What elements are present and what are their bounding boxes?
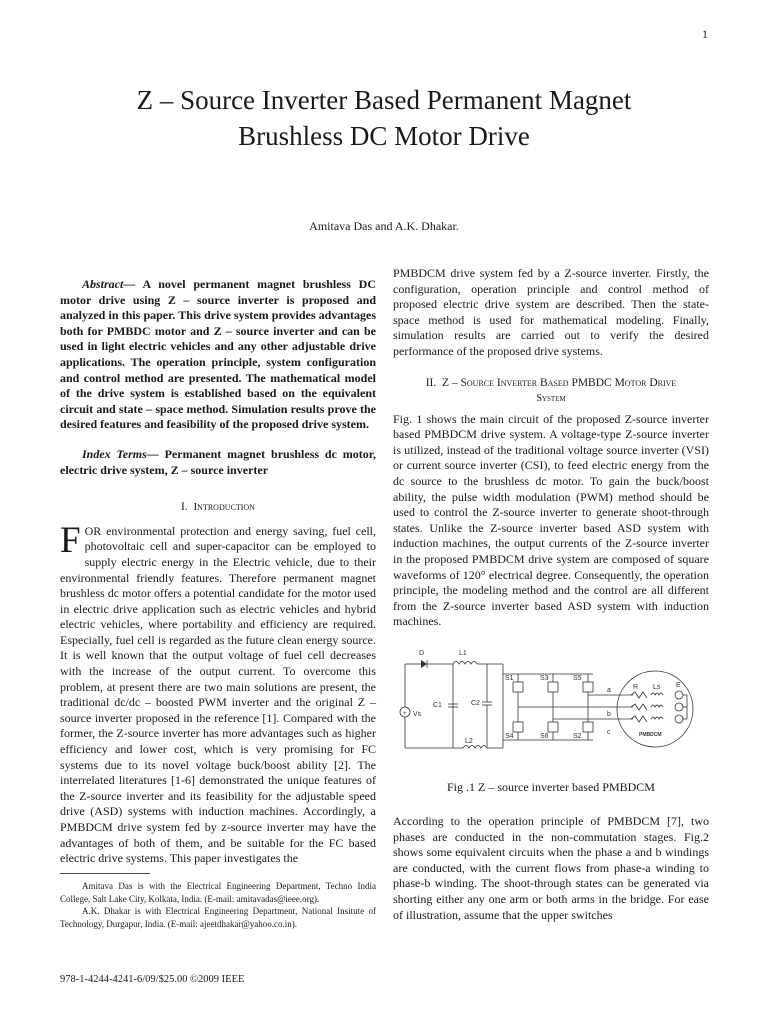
label-phase-b: b [607, 710, 611, 718]
footnote-1: Amitava Das is with the Electrical Engineering Department, Techno India College, Salt Lake City, Kolkata, India. (E-mail: amitavadas@ieee.org). [60, 881, 376, 904]
index-terms-label: Index Terms— [82, 446, 159, 461]
figure-1 [393, 644, 709, 796]
label-ls: Ls [653, 683, 661, 691]
authors: Amitava Das and A.K. Dhakar. [309, 219, 459, 233]
footnote-rule [60, 873, 150, 874]
left-column [60, 277, 376, 867]
svg-text:+: + [403, 710, 407, 717]
page-number: 1 [702, 27, 708, 41]
label-s6: S6 [540, 732, 549, 740]
section-2-body: Fig. 1 shows the main circuit of the proposed Z-source inverter based PMBDCM drive system. A voltage-type Z-source inverter is utilized, instead of the traditional voltage source inverter (VSI) or current source inverter (CSI), to feed electric energy from the dc source to the brushless dc motor. To gain the buck/boost ability, the pulse width modulation (PWM) method should be used to control the Z-source inverter to generate shoot-through states. Unlike the Z-source inverter based ASD system with induction machines, the output currents of the Z-source inverter in the proposed PMBDCM drive system are composed of square waveforms of 120° electrical degree. Consequently, the operation principle, the modeling method and the control are all different from the Z-source inverter based ASD system with induction machines. [393, 411, 709, 629]
label-vs: Vs [413, 710, 422, 718]
label-c2: C2 [471, 699, 480, 707]
abstract [60, 277, 376, 433]
footnotes [60, 880, 376, 930]
label-s4: S4 [505, 732, 514, 740]
abstract-text: A novel permanent magnet brushless DC motor drive using Z – source inverter is proposed and analyzed in this paper. This drive system provides advantages both for PMBDC motor and Z – source inverter and can be used in light electric vehicles and any other adjustable drive applications. The operation principle, system configuration and control method are presented. The mathematical model of the drive system is established based on the equivalent circuit and state – space method. Simulation results prove the desired features and feasibility of the proposed drive system. [60, 277, 376, 432]
label-s1: S1 [505, 674, 514, 682]
abstract-label: Abstract— [82, 277, 136, 291]
label-l2: L2 [465, 737, 473, 745]
footnote-2: A.K. Dhakar is with Electrical Engineering Department, National Insitute of Technology, Durgapur, India. (E-mail: ajeetdhakar@yahoo.co.in). [60, 906, 376, 929]
circuit-diagram [393, 644, 709, 768]
label-s2: S2 [573, 732, 582, 740]
section-1-body [60, 519, 376, 867]
section-1-opening: OR environmental protection and energy saving, fuel cell, photovoltaic cell and super-capacitor can be employed to supply electric energy in the Electric vehicle, due to their [84, 523, 376, 569]
paper-title [60, 82, 708, 154]
label-phase-a: a [607, 686, 611, 694]
label-c1: C1 [433, 701, 442, 709]
right-column [393, 266, 709, 923]
section-2-heading: II. Z – Source Inverter Based PMBDC Motor Drive System [425, 376, 677, 404]
right-intro: PMBDCM drive system fed by a Z-source inverter. Firstly, the configuration, operation principle and control method of proposed electric drive system are described. Then the state-space method is used for mathematical modeling. Finally, simulation results are carried out to verify the desired performance of the proposed drive systems. [393, 266, 709, 358]
section-1-heading: I. Introduction [181, 501, 255, 514]
label-d: D [419, 649, 425, 657]
copyright-footer: 978-1-4244-4241-6/09/$25.00 ©2009 IEEE [60, 974, 245, 985]
label-s5: S5 [573, 674, 582, 682]
label-s3: S3 [540, 674, 549, 682]
title-line-2: Brushless DC Motor Drive [238, 121, 530, 151]
label-motor: PMBDCM [639, 731, 662, 738]
index-terms-text: Permanent magnet brushless dc motor, electric drive system, Z – source inverter [60, 446, 377, 477]
title-line-1: Z – Source Inverter Based Permanent Magnet [136, 85, 632, 115]
section-1-text: environmental friendly features. Therefore permanent magnet brushless dc motor offers a potential candidate for the motor used in electric drive application such as electric vehicles and hybrid electric vehicles, where portability and efficiency are required. Especially, fuel cell is regarded as the future clean energy source. It is well known that the output voltage of fuel cell decreases with the increase of the output current. To overcome this problem, at present there are two main solutions are present, the traditional dc/dc – boosted PWM inverter and the original Z – source inverter proposed in the reference [1]. Compared with the former, the Z-source inverter has more advantages such as higher efficiency and lower cost, which is very promising for FC systems due to its novel voltage buck/boost ability [2]. The interrelated literatures [1-6] demonstrated the unique features of the Z-source inverter and its feasibility for the adjustable speed drive (ASD) systems with induction machines. Accordingly, a PMBDCM drive system fed by z-source inverter may have the advantages of both of them, and be suitable for the FC based electric drive systems. This paper investigates the [60, 570, 376, 866]
label-e: E [676, 681, 681, 689]
drop-cap: F [60, 519, 81, 561]
label-l1: L1 [459, 649, 467, 657]
index-terms [60, 447, 376, 478]
after-figure-text: According to the operation principle of PMBDCM [7], two phases are conducted in the non-commutation stages. Fig.2 shows some equivalent circuits when the phase a and b windings are conducted, with the current flows from phase-a winding to phase-b winding. The shoot-through states can be generated via shorting either any one arm or both arms in the bridge. For ease of illustration, assume that the upper switches [393, 814, 709, 922]
label-phase-c: c [607, 728, 611, 736]
figure-1-caption: Fig .1 Z – source inverter based PMBDCM [447, 780, 655, 795]
label-r: R [633, 683, 639, 691]
